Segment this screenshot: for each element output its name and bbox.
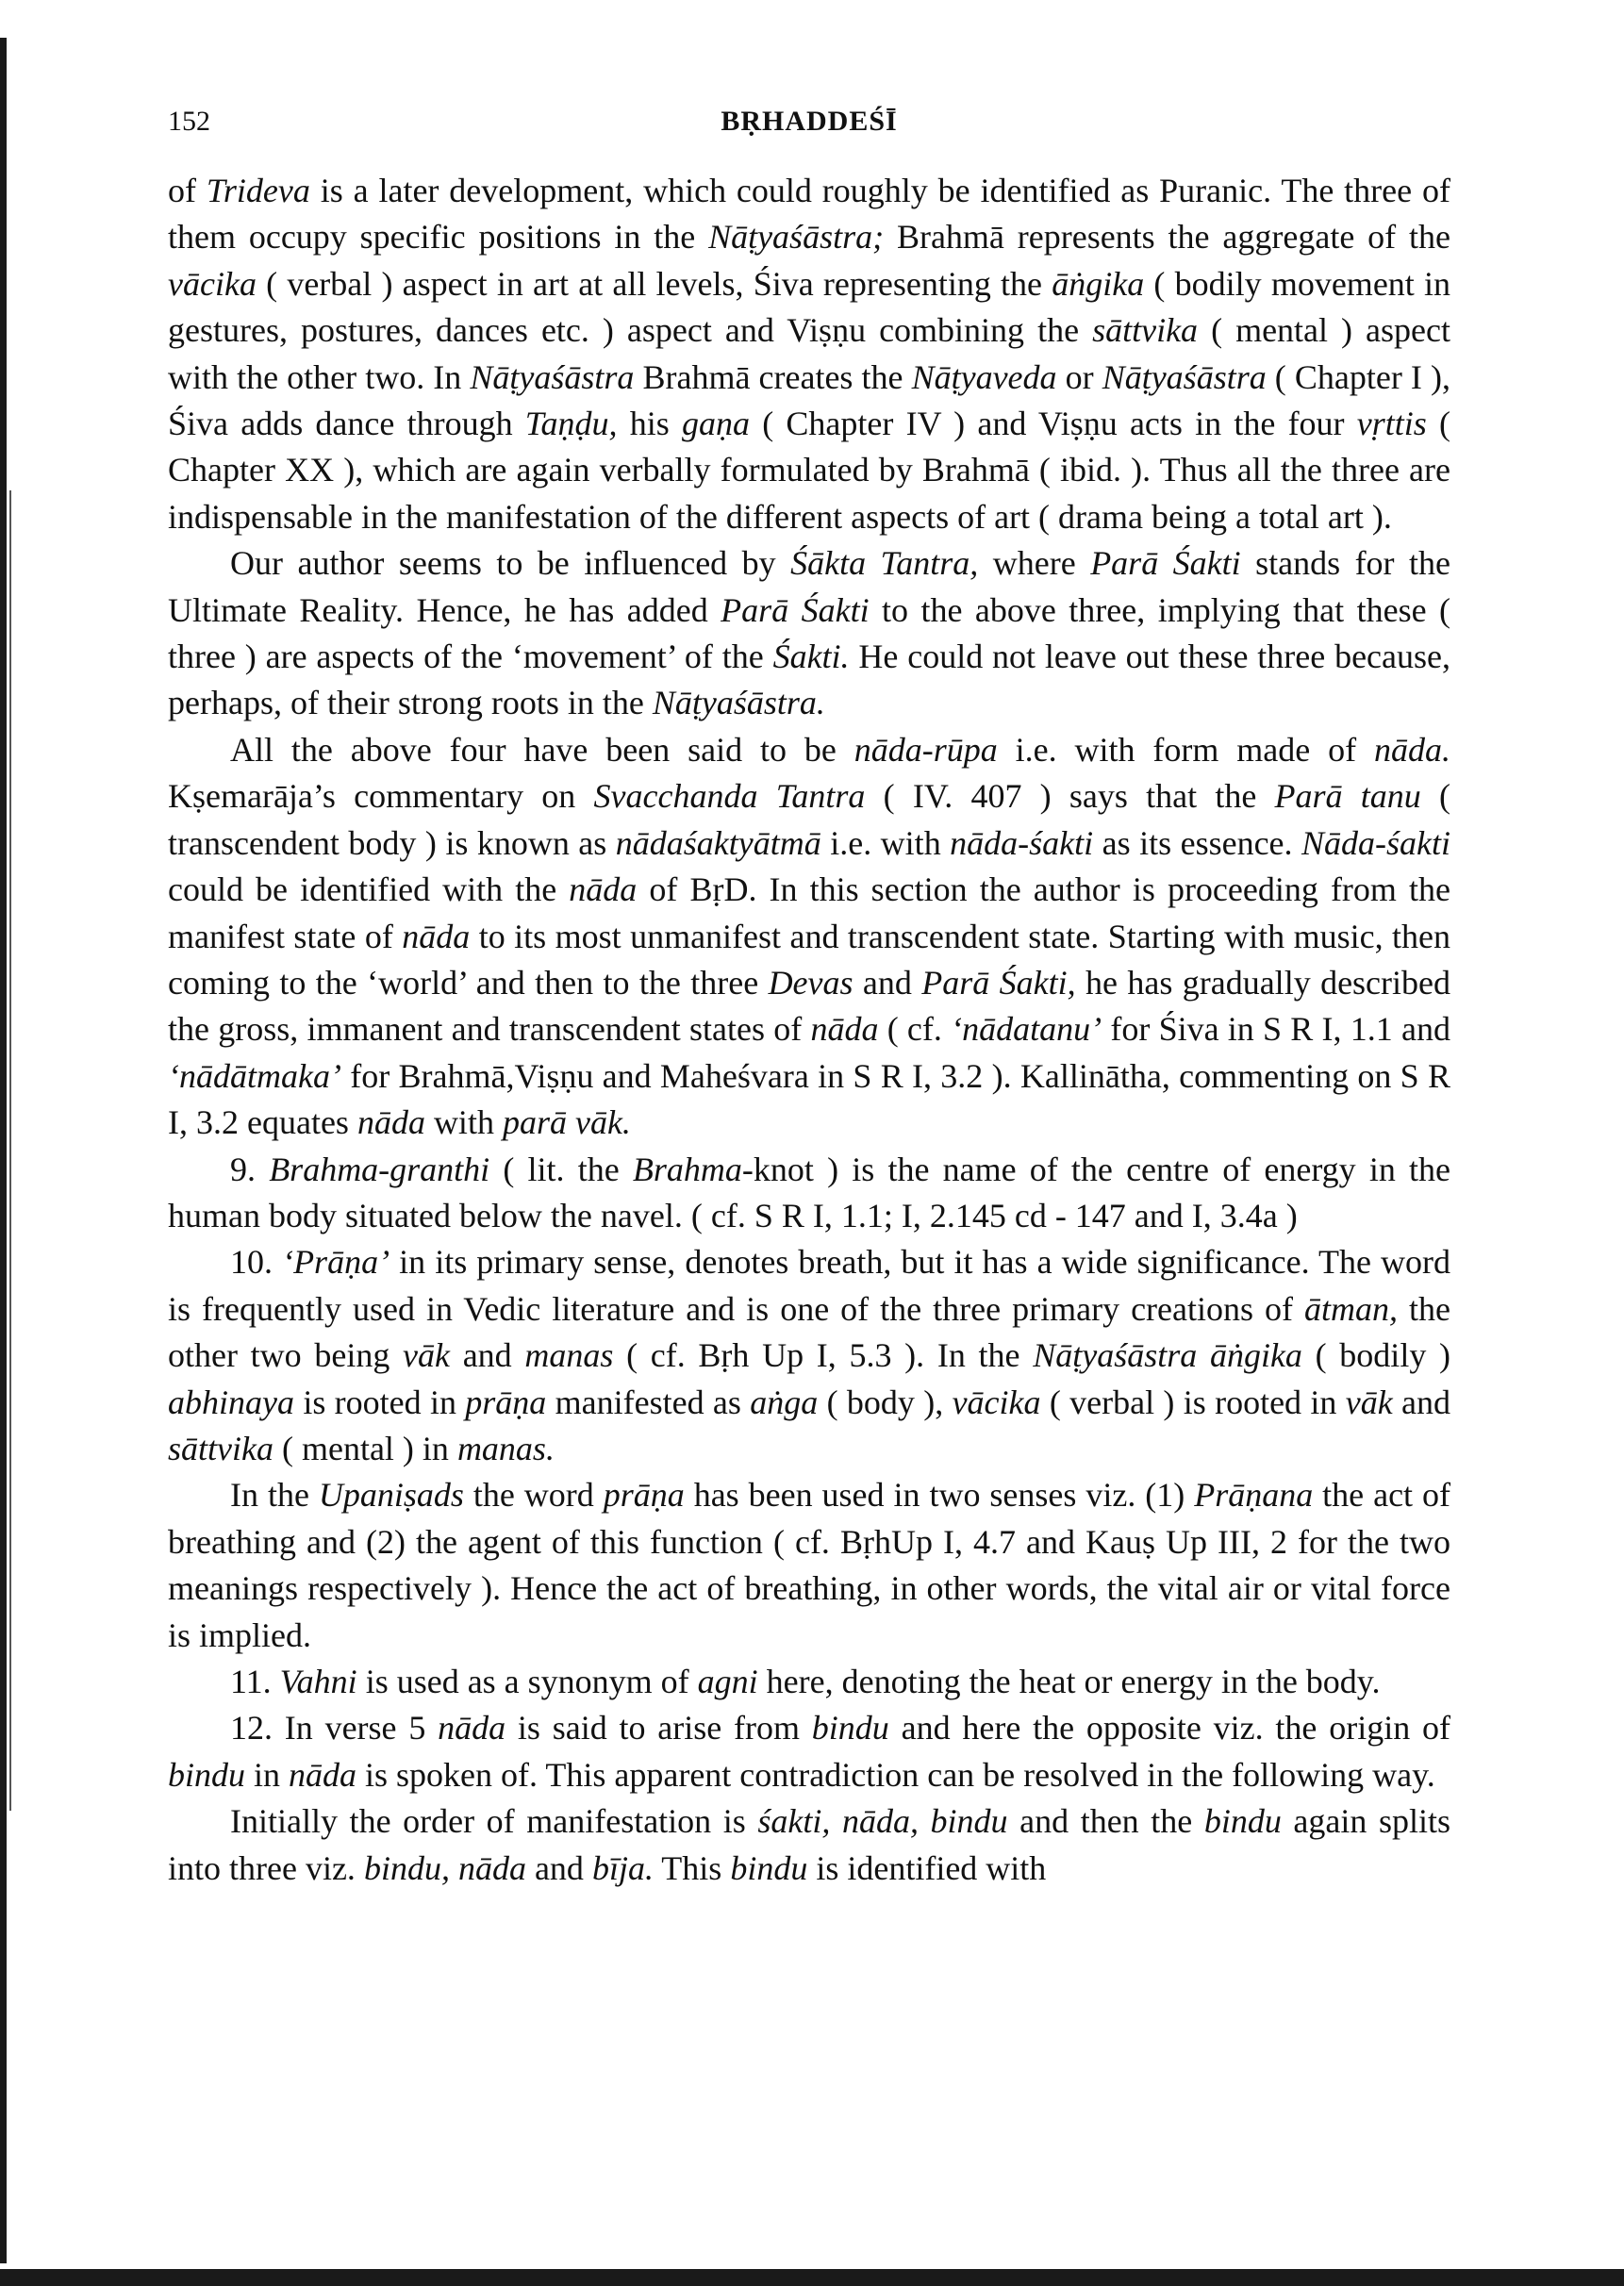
text-run: could be identified with the <box>168 870 570 909</box>
text-run: ( Chapter IV ) and Viṣṇu acts in the four <box>749 405 1357 443</box>
italic-term: Nāṭyaśāstra; <box>708 218 885 257</box>
text-run: to its most unmanifest and transcendent state. Starting with music, then coming to the ‘world’ and then to the three <box>168 917 1451 1002</box>
italic-term: nāda-rūpa <box>853 730 998 769</box>
italic-term: agni <box>697 1663 758 1700</box>
text-run: of <box>168 172 207 209</box>
italic-term: bindu <box>1203 1802 1282 1841</box>
text-run: ( body ), <box>818 1383 953 1421</box>
text-run: ( cf. <box>878 1010 952 1049</box>
running-title: BṚHADDEŚĪ <box>721 106 898 137</box>
italic-term: ātman, <box>1304 1289 1399 1328</box>
italic-term: prāṇa <box>603 1476 685 1515</box>
italic-term: prāṇa <box>465 1383 547 1421</box>
text-run: the other two being <box>168 1289 1450 1375</box>
text-run: Initially the order of manifestation is <box>230 1802 758 1841</box>
paragraph <box>168 540 1450 727</box>
text-run: for Brahmā,Viṣṇu and Maheśvara in S R I, 3.2 ). Kallinātha, commenting on S R I, 3.2 equates <box>168 1056 1450 1142</box>
text-run: of BṛD. In this section the author is proceeding from the manifest state of <box>168 870 1450 955</box>
text-run: is a later development, which could roughly be identified as Puranic. The three of them occupy specific positions in the <box>168 172 1450 257</box>
page-body <box>168 168 1450 1892</box>
text-run: Kṣemarāja’s commentary on <box>168 777 594 816</box>
text-run: he has gradually described the gross, immanent and transcendent states of <box>168 963 1451 1049</box>
italic-term: nāda <box>356 1103 425 1142</box>
paragraph <box>168 1147 1450 1240</box>
italic-term: manas. <box>456 1429 555 1467</box>
text-run: 9. <box>230 1150 270 1188</box>
italic-term: Devas <box>768 963 853 1002</box>
page-header <box>168 106 1450 143</box>
text-run: manifested as <box>546 1383 751 1421</box>
italic-term: Svacchanda Tantra <box>593 777 866 816</box>
italic-term: bindu <box>168 1755 246 1794</box>
paragraph <box>168 727 1450 1147</box>
text-run: 10. <box>230 1243 283 1282</box>
text-run: ( bodily movement in gestures, postures, dances etc. ) aspect and Viṣṇu combining the <box>168 264 1450 350</box>
italic-term: nāda <box>438 1709 506 1748</box>
text-run: He could not leave out these three because, perhaps, of their strong roots in the <box>168 638 1450 722</box>
text-run: ( lit. the <box>489 1150 633 1188</box>
text-run: is rooted in <box>293 1383 466 1421</box>
text-run: and <box>1392 1383 1451 1421</box>
text-run: i.e. with <box>820 823 951 862</box>
text-run: in <box>245 1755 290 1794</box>
paragraph <box>168 1659 1450 1705</box>
paragraph <box>168 168 1450 540</box>
italic-term: Parā Śakti <box>721 590 870 629</box>
page-binding-edge <box>0 38 7 2263</box>
italic-term: nādaśaktyātmā <box>615 823 821 862</box>
text-run: has been used in two senses viz. (1) <box>684 1476 1195 1515</box>
italic-term: ‘nādātmaka’ <box>168 1056 341 1095</box>
text-run: stands for the Ultimate Reality. Hence, he has added <box>168 544 1450 629</box>
text-run: 11. <box>230 1663 280 1700</box>
text-run: his <box>617 405 682 443</box>
italic-term: bindu <box>730 1848 808 1887</box>
italic-term: Prāṇana <box>1194 1476 1314 1515</box>
text-run: the word <box>463 1476 604 1515</box>
italic-term: ‘Prāṇa’ <box>282 1243 390 1282</box>
text-run: ( Chapter I ), Śiva adds dance through <box>168 357 1450 443</box>
text-run: ( verbal ) is rooted in <box>1040 1383 1346 1421</box>
italic-term: Parā tanu <box>1274 777 1421 816</box>
italic-term: Trideva <box>206 172 310 209</box>
italic-term: Nāṭyaśāstra <box>470 357 635 396</box>
text-run: and here the opposite viz. the origin of <box>888 1709 1450 1748</box>
italic-term: bindu <box>811 1709 889 1748</box>
italic-term: sāttvika <box>1092 311 1199 350</box>
page-number: 152 <box>168 106 210 137</box>
text-run: is said to arise from <box>505 1709 812 1748</box>
text-run: ( transcendent body ) is known as <box>168 777 1450 862</box>
text-run: and <box>525 1848 592 1887</box>
text-run: here, denoting the heat or energy in the body. <box>757 1663 1381 1700</box>
italic-term: Parā Śakti, <box>921 963 1076 1002</box>
italic-term: vācika <box>168 264 257 303</box>
italic-term: nāda <box>569 870 638 909</box>
italic-term: Brahma-granthi <box>269 1150 490 1188</box>
italic-term: nāda. <box>1373 730 1450 769</box>
italic-term: sāttvika <box>168 1429 273 1467</box>
paragraph <box>168 1798 1450 1892</box>
italic-term: bindu, nāda <box>363 1848 526 1887</box>
italic-term: Vahni <box>279 1663 357 1700</box>
text-run: -knot ) is the name of the centre of energy in the human body situated below the navel. ( cf. S R I, 1.1; I, 2.145 cd - 147 and I, 3.4a ) <box>168 1150 1451 1234</box>
italic-term: Parā Śakti <box>1090 544 1241 583</box>
text-run: ( verbal ) aspect in art at all levels, Śiva representing the <box>256 264 1052 303</box>
page-binding-shadow <box>9 490 11 1811</box>
italic-term: nāda <box>810 1010 879 1049</box>
text-run: All the above four have been said to be <box>230 730 854 769</box>
italic-term: vṛttis <box>1356 405 1427 443</box>
text-run: Brahmā represents the aggregate of the <box>884 218 1450 257</box>
italic-term: manas <box>524 1336 614 1375</box>
italic-term: vāk <box>1345 1383 1393 1421</box>
italic-term: gaṇa <box>681 405 750 443</box>
italic-term: bīja. <box>591 1848 654 1887</box>
italic-term: vācika <box>952 1383 1041 1421</box>
italic-term: vāk <box>403 1336 450 1375</box>
text-run: and then the <box>1007 1802 1204 1841</box>
text-run: i.e. with form made of <box>997 730 1374 769</box>
text-run: with <box>424 1103 503 1142</box>
text-run: for Śiva in S R I, 1.1 and <box>1102 1010 1450 1049</box>
text-run: where <box>978 544 1091 583</box>
paragraph <box>168 1239 1450 1472</box>
text-run: or <box>1056 357 1102 396</box>
italic-term: Śakti. <box>772 638 850 676</box>
italic-term: āṅgika <box>1052 264 1145 303</box>
italic-term: śakti, nāda, bindu <box>757 1802 1008 1841</box>
italic-term: ‘nādatanu’ <box>951 1010 1102 1049</box>
text-run: the act of breathing and (2) the agent of this function ( cf. BṛhUp I, 4.7 and Kauṣ Up III, 2 for the two meanings respectively ). Hence the act of breathing, in other words, the vital air or vital force is implied. <box>168 1476 1450 1654</box>
italic-term: aṅga <box>750 1383 819 1421</box>
text-run: is spoken of. This apparent contradiction can be resolved in the following way. <box>356 1755 1435 1794</box>
italic-term: nāda <box>289 1755 357 1794</box>
text-run: ( bodily ) <box>1301 1336 1450 1375</box>
page-bottom-edge <box>0 2269 1624 2286</box>
italic-term: nāda-śakti <box>950 823 1094 862</box>
text-run: is identified with <box>807 1848 1047 1887</box>
text-run: as its essence. <box>1093 823 1302 862</box>
italic-term: Nāda-śakti <box>1301 823 1451 862</box>
text-run: to the above three, implying that these ( three ) are aspects of the ‘movement’ of the <box>168 590 1450 676</box>
paragraph <box>168 1705 1450 1798</box>
italic-term: Śākta Tantra, <box>790 544 979 583</box>
text-run: ( cf. Bṛh Up I, 5.3 ). In the <box>613 1336 1034 1375</box>
text-run: This <box>653 1848 731 1887</box>
text-run: and <box>450 1336 525 1375</box>
italic-term: parā vāk. <box>502 1103 631 1142</box>
text-run: again splits into three viz. <box>168 1802 1450 1887</box>
italic-term: Brahma <box>632 1150 742 1188</box>
text-run: Brahmā creates the <box>634 357 912 396</box>
paragraph <box>168 1472 1450 1659</box>
italic-term: abhinaya <box>168 1383 294 1421</box>
text-run: ( mental ) in <box>273 1429 457 1467</box>
text-run: in its primary sense, denotes breath, but it has a wide significance. The word is frequently used in Vedic literature and is one of the three primary creations of <box>168 1243 1451 1328</box>
text-run: Our author seems to be influenced by <box>230 544 791 583</box>
text-run: 12. In verse 5 <box>230 1709 439 1748</box>
italic-term: Taṇḍu, <box>524 405 618 443</box>
italic-term: Nāṭyaśāstra āṅgika <box>1033 1336 1302 1375</box>
text-run: In the <box>230 1476 319 1515</box>
italic-term: Nāṭyaveda <box>911 357 1057 396</box>
italic-term: Upaniṣads <box>318 1476 464 1515</box>
italic-term: Nāṭyaśāstra. <box>652 684 825 722</box>
text-run: ( IV. 407 ) says that the <box>865 777 1275 816</box>
text-run: ( mental ) aspect with the other two. In <box>168 311 1451 396</box>
italic-term: nāda <box>402 917 471 955</box>
text-run: is used as a synonym of <box>356 1663 698 1700</box>
italic-term: Nāṭyaśāstra <box>1102 357 1267 396</box>
text-run: and <box>853 963 922 1002</box>
text-run: ( Chapter XX ), which are again verbally formulated by Brahmā ( ibid. ). Thus all the three are indispensable in the manifestation of the different aspects of art ( drama being a total art ). <box>168 405 1450 536</box>
